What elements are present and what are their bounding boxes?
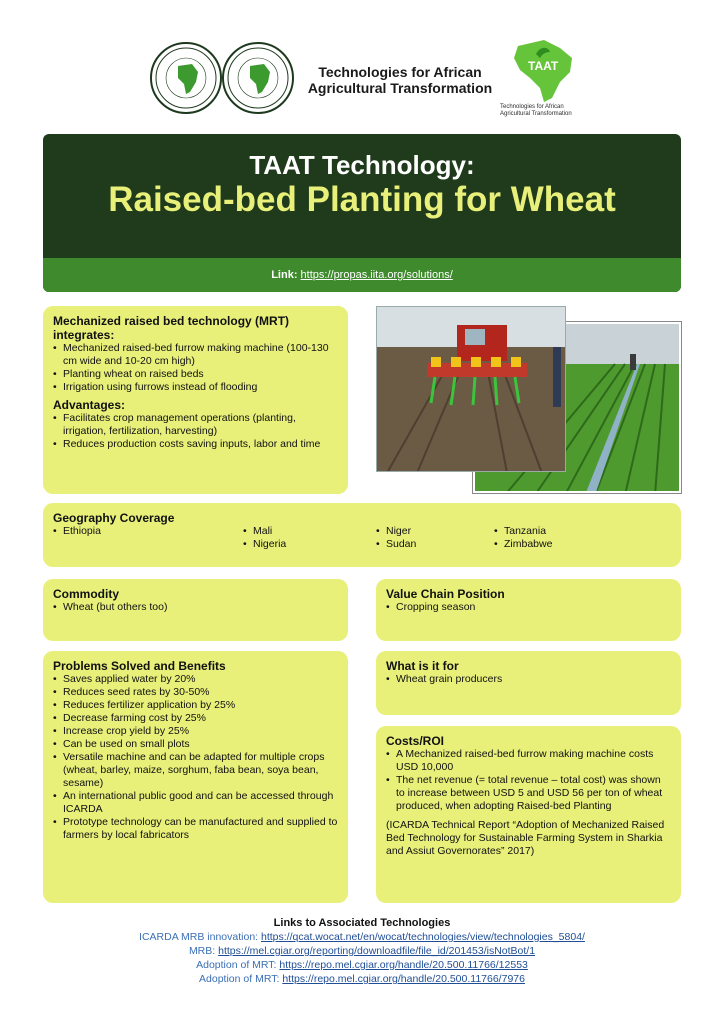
link-url[interactable]: https://repo.mel.cgiar.org/handle/20.500.11766/12553 [279,959,528,971]
list-item: • Increase crop yield by 25% [53,725,338,738]
mrt-title: Mechanized raised bed technology (MRT) integrates: [53,314,290,342]
what-for-list [386,673,671,686]
geography-col-4 [494,525,552,551]
list-item: • Ethiopia [53,525,101,538]
list-item: • Reduces seed rates by 30-50% [53,686,338,699]
costs-note: (ICARDA Technical Report “Adoption of Mechanized Raised Bed Technology for Sustainable Farming System in Sharkia and Assiut Governorates” 2017) [386,819,665,857]
what-for-card [376,651,681,715]
list-item: • Decrease farming cost by 25% [53,712,338,725]
list-item: • Facilitates crop management operations (planting, irrigation, fertilization, harvesting) [53,412,338,438]
list-item: • Wheat (but others too) [53,601,338,614]
list-item: • Tanzania [494,525,552,538]
link-bar [43,258,681,292]
logo-area [0,0,724,130]
value-chain-card [376,579,681,641]
link-row [0,930,724,944]
list-item: • Can be used on small plots [53,738,338,751]
problems-benefits-card [43,651,348,903]
taat-logo-text: TAAT [528,59,559,73]
link-row [0,972,724,986]
list-item: • A Mechanized raised-bed furrow making machine costs USD 10,000 [386,748,671,774]
list-item: • Versatile machine and can be adapted for multiple crops (wheat, barley, maize, sorghum, faba bean, soya bean, sesame) [53,751,338,790]
geography-col-3 [376,525,416,551]
value-chain-title: Value Chain Position [386,587,505,601]
mrt-card [43,306,348,494]
org-name: Technologies for African Agricultural Transformation [307,64,493,96]
geography-col-2 [243,525,286,551]
geography-col-1 [53,525,101,538]
advantages-list [53,412,338,451]
link-label: Link: [271,269,301,281]
page-title: Raised-bed Planting for Wheat [108,180,616,219]
list-item: • Saves applied water by 20% [53,673,338,686]
list-item: • Reduces production costs saving inputs, labor and time [53,438,338,451]
commodity-list [53,601,338,614]
afdb-seal-logo [150,42,222,114]
geography-title: Geography Coverage [53,511,175,525]
link-label: Adoption of MRT: [196,959,280,971]
link-url[interactable]: https://mel.cgiar.org/reporting/downloadfile/file_id/201453/isNotBot/1 [218,945,536,957]
african-development-fund-seal-logo [222,42,294,114]
solutions-link[interactable]: https://propas.iita.org/solutions/ [300,269,453,281]
associated-links [0,916,724,986]
link-label: Adoption of MRT: [199,973,283,985]
problems-title: Problems Solved and Benefits [53,659,226,673]
commodity-title: Commodity [53,587,119,601]
what-for-title: What is it for [386,659,459,673]
list-item: • Prototype technology can be manufactured and supplied to farmers by local fabricators [53,816,338,842]
list-item: • Mechanized raised-bed furrow making machine (100-130 cm wide and 10-20 cm high) [53,342,338,368]
geography-card [43,503,681,567]
tractor-planting-photo [376,306,566,472]
link-row [0,958,724,972]
costs-title: Costs/ROI [386,734,445,748]
list-item: • Planting wheat on raised beds [53,368,338,381]
problems-list [53,673,338,842]
geography-list [53,525,671,555]
list-item: • Wheat grain producers [386,673,671,686]
list-item: • Niger [376,525,416,538]
title-prefix: TAAT Technology: [249,150,475,180]
taat-logo-subtitle: Technologies for African Agricultural Transformation [500,104,572,117]
list-item: • Cropping season [386,601,671,614]
links-title: Links to Associated Technologies [273,917,451,929]
link-url[interactable]: https://repo.mel.cgiar.org/handle/20.500.11766/7976 [282,973,525,985]
list-item: • Mali [243,525,286,538]
list-item: • An international public good and can be accessed through ICARDA [53,790,338,816]
list-item: • Zimbabwe [494,538,552,551]
costs-roi-card [376,726,681,903]
list-item: • The net revenue (= total revenue – total cost) was shown to increase between USD 5 and USD 56 per ton of wheat produced, when adopting Raised-bed Planting [386,774,671,813]
link-row [0,944,724,958]
link-label: MRB: [188,945,219,957]
list-item: • Sudan [376,538,416,551]
list-item: • Nigeria [243,538,286,551]
list-item: • Reduces fertilizer application by 25% [53,699,338,712]
advantages-title: Advantages: [53,398,126,412]
commodity-card [43,579,348,641]
list-item: • Irrigation using furrows instead of flooding [53,381,338,394]
link-url[interactable]: https://qcat.wocat.net/en/wocat/technologies/view/technologies_5804/ [261,931,585,943]
costs-list [386,748,671,813]
value-chain-list [386,601,671,614]
mrt-list [53,342,338,394]
link-label: ICARDA MRB innovation: [139,931,261,943]
